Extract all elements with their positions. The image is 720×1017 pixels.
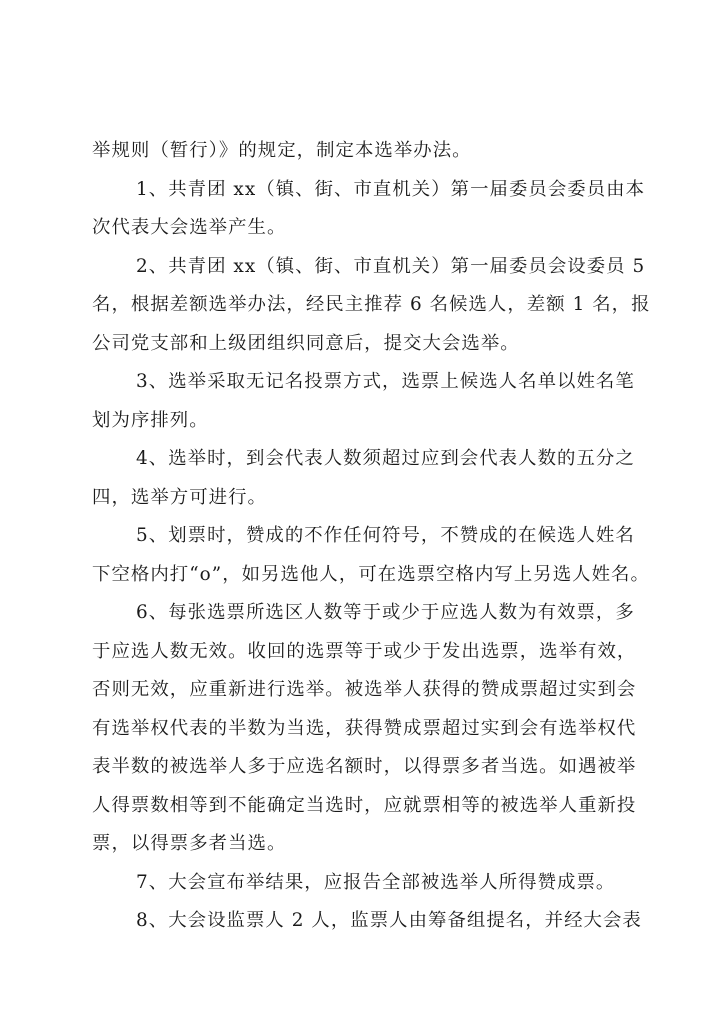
paragraph-line: 1、共青团 xx（镇、街、市直机关）第一届委员会委员由本 bbox=[136, 178, 646, 200]
paragraph-line: 票，以得票多者当选。 bbox=[92, 833, 287, 854]
paragraph-line: 8、大会设监票人 2 人，监票人由筹备组提名，并经大会表 bbox=[136, 910, 642, 931]
paragraph-line: 划为序排列。 bbox=[92, 409, 209, 431]
paragraph-line: 表半数的被选举人多于应选名额时，以得票多者当选。如遇被举 bbox=[92, 756, 637, 777]
paragraph-line: 于应选人数无效。收回的选票等于或少于发出选票，选举有效， bbox=[92, 640, 637, 662]
paragraph-line: 有选举权代表的半数为当选，获得赞成票超过实到会有选举权代 bbox=[92, 717, 637, 739]
paragraph-line: 2、共青团 xx（镇、街、市直机关）第一届委员会设委员 5 bbox=[136, 255, 646, 277]
paragraph-line: 公司党支部和上级团组织同意后，提交大会选举。 bbox=[92, 332, 520, 354]
paragraph-line: 举规则（暂行）》的规定，制定本选举办法。 bbox=[92, 140, 472, 161]
paragraph-line: 7、大会宣布举结果，应报告全部被选举人所得赞成票。 bbox=[136, 871, 616, 893]
document-body bbox=[92, 132, 651, 941]
paragraph-line: 次代表大会选举产生。 bbox=[92, 217, 287, 238]
paragraph-line: 名，根据差额选举办法，经民主推荐 6 名候选人，差额 1 名，报 bbox=[92, 294, 651, 315]
paragraph-line: 下空格内打“o”，如另选他人，可在选票空格内写上另选人姓名。 bbox=[92, 563, 650, 585]
paragraph-line: 四，选举方可进行。 bbox=[92, 486, 267, 508]
paragraph-line: 3、选举采取无记名投票方式，选票上候选人名单以姓名笔 bbox=[136, 371, 635, 392]
paragraph-line: 否则无效，应重新进行选举。被选举人获得的赞成票超过实到会 bbox=[92, 679, 637, 700]
paragraph-line: 4、选举时，到会代表人数须超过应到会代表人数的五分之 bbox=[136, 448, 635, 469]
paragraph-line: 5、划票时，赞成的不作任何符号，不赞成的在候选人姓名 bbox=[136, 525, 635, 546]
paragraph-line: 6、每张选票所选区人数等于或少于应选人数为有效票，多 bbox=[136, 602, 635, 623]
paragraph-line: 人得票数相等到不能确定当选时，应就票相等的被选举人重新投 bbox=[92, 794, 637, 816]
